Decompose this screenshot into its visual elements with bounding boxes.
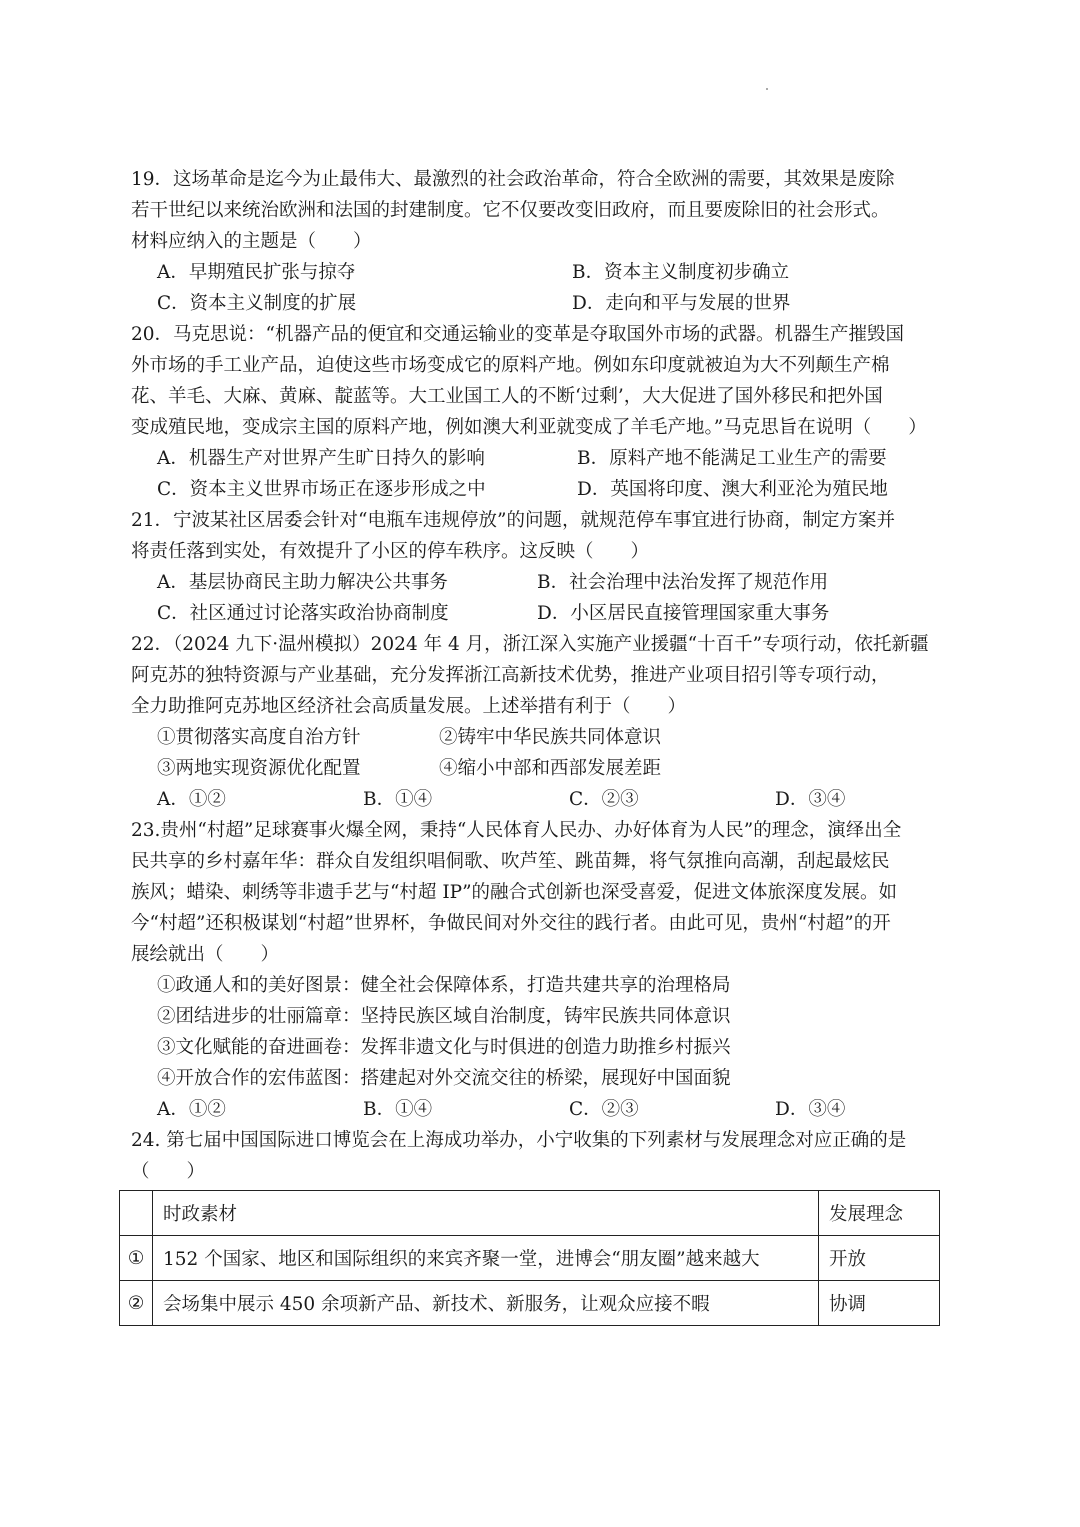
table-header-concept: 发展理念 bbox=[819, 1191, 940, 1236]
question-22-stem-line-2: 阿克苏的独特资源与产业基础，充分发挥浙江高新技术优势，推进产业项目招引等专项行动， bbox=[131, 665, 890, 686]
question-22-option-d[interactable]: D．③④ bbox=[775, 789, 846, 810]
question-22-option-a[interactable]: A．①② bbox=[157, 789, 226, 810]
question-22-statement-3: ③两地实现资源优化配置 bbox=[157, 758, 361, 779]
question-20-options-row-1 bbox=[131, 443, 951, 474]
question-20-stem-line-4: 变成殖民地，变成宗主国的原料产地，例如澳大利亚就变成了羊毛产地。”马克思旨在说明（ ） bbox=[131, 417, 927, 438]
question-22-statements-row-2 bbox=[131, 753, 951, 784]
question-20-option-c[interactable]: C．资本主义世界市场正在逐步形成之中 bbox=[157, 479, 486, 500]
question-23-stem-line-1: 23.贵州“村超”足球赛事火爆全网，秉持“人民体育人民办、办好体育为人民”的理念，演绎出全 bbox=[131, 820, 902, 841]
question-19-stem-line-3: 材料应纳入的主题是（ ） bbox=[131, 231, 372, 252]
question-22-option-c[interactable]: C．②③ bbox=[569, 789, 639, 810]
table-cell-material: 152 个国家、地区和国际组织的来宾齐聚一堂，进博会“朋友圈”越来越大 bbox=[153, 1236, 819, 1281]
question-20-option-b[interactable]: B．原料产地不能满足工业生产的需要 bbox=[577, 448, 887, 469]
question-22-statement-4: ④缩小中部和西部发展差距 bbox=[439, 758, 662, 779]
question-19-stem-line-2: 若干世纪以来统治欧洲和法国的封建制度。它不仅要改变旧政府，而且要废除旧的社会形式。 bbox=[131, 200, 890, 221]
question-20-option-a[interactable]: A．机器生产对世界产生旷日持久的影响 bbox=[157, 448, 485, 469]
question-23-stem-line-3: 族风；蜡染、刺绣等非遗手艺与“村超 IP”的融合式创新也深受喜爱，促进文体旅深度发展。如 bbox=[131, 882, 898, 903]
question-23-stem-line-5: 展绘就出（ ） bbox=[131, 944, 280, 965]
question-19-stem-line-1: 19．这场革命是迄今为止最伟大、最激烈的社会政治革命，符合全欧洲的需要，其效果是废除 bbox=[131, 169, 895, 190]
question-21-option-d[interactable]: D．小区居民直接管理国家重大事务 bbox=[537, 603, 830, 624]
table-header-material: 时政素材 bbox=[153, 1191, 819, 1236]
question-23-stem-line-4: 今“村超”还积极谋划“村超”世界杯，争做民间对外交往的践行者。由此可见，贵州“村超”的开 bbox=[131, 913, 891, 934]
scan-speck bbox=[766, 88, 768, 90]
table-header-index bbox=[120, 1191, 153, 1236]
question-21-options-row-2 bbox=[131, 598, 951, 629]
question-21-option-c[interactable]: C．社区通过讨论落实政治协商制度 bbox=[157, 603, 449, 624]
question-23-option-d[interactable]: D．③④ bbox=[775, 1099, 846, 1120]
question-21-option-a[interactable]: A．基层协商民主助力解决公共事务 bbox=[157, 572, 448, 593]
question-22-option-b[interactable]: B．①④ bbox=[363, 789, 433, 810]
question-22-stem-line-1: 22．（2024 九下·温州模拟）2024 年 4 月，浙江深入实施产业援疆“十百千”专项行动，依托新疆 bbox=[131, 634, 929, 655]
question-23-statement-4: ④开放合作的宏伟蓝图：搭建起对外交流交往的桥梁，展现好中国面貌 bbox=[157, 1068, 731, 1089]
document-page bbox=[131, 164, 951, 1187]
question-19-options-row-2 bbox=[131, 288, 951, 319]
question-21-option-b[interactable]: B．社会治理中法治发挥了规范作用 bbox=[537, 572, 829, 593]
question-21-options-row-1 bbox=[131, 567, 951, 598]
question-22 bbox=[131, 629, 951, 815]
table-row bbox=[120, 1236, 940, 1281]
question-23-options-row bbox=[131, 1094, 951, 1125]
table-cell-index: ① bbox=[120, 1236, 153, 1281]
question-22-stem-line-3: 全力助推阿克苏地区经济社会高质量发展。上述举措有利于（ ） bbox=[131, 696, 687, 717]
question-23-option-a[interactable]: A．①② bbox=[157, 1099, 226, 1120]
question-23-statement-3: ③文化赋能的奋进画卷：发挥非遗文化与时俱进的创造力助推乡村振兴 bbox=[157, 1037, 731, 1058]
question-23-statement-2: ②团结进步的壮丽篇章：坚持民族区域自治制度，铸牢民族共同体意识 bbox=[157, 1006, 731, 1027]
question-21-stem-line-1: 21．宁波某社区居委会针对“电瓶车违规停放”的问题，就规范停车事宜进行协商，制定方案并 bbox=[131, 510, 895, 531]
question-24 bbox=[131, 1125, 951, 1187]
question-20-options-row-2 bbox=[131, 474, 951, 505]
question-23-option-b[interactable]: B．①④ bbox=[363, 1099, 433, 1120]
question-19-option-b[interactable]: B．资本主义制度初步确立 bbox=[572, 262, 790, 283]
table-row bbox=[120, 1281, 940, 1326]
question-22-statement-1: ①贯彻落实高度自治方针 bbox=[157, 727, 361, 748]
question-20-option-d[interactable]: D．英国将印度、澳大利亚沦为殖民地 bbox=[577, 479, 888, 500]
question-19-option-c[interactable]: C．资本主义制度的扩展 bbox=[157, 293, 357, 314]
question-24-stem-line-1: 24. 第七届中国国际进口博览会在上海成功举办，小宁收集的下列素材与发展理念对应正确的是 bbox=[131, 1130, 907, 1151]
question-19-option-a[interactable]: A．早期殖民扩张与掠夺 bbox=[157, 262, 356, 283]
question-23-statement-1: ①政通人和的美好图景：健全社会保障体系，打造共建共享的治理格局 bbox=[157, 975, 731, 996]
question-21 bbox=[131, 505, 951, 629]
question-19-option-d[interactable]: D．走向和平与发展的世界 bbox=[572, 293, 791, 314]
question-24-stem-line-2: （ ） bbox=[131, 1161, 206, 1182]
question-20-stem-line-1: 20．马克思说：“机器产品的便宜和交通运输业的变革是夺取国外市场的武器。机器生产摧毁国 bbox=[131, 324, 905, 345]
question-20-stem-line-3: 花、羊毛、大麻、黄麻、靛蓝等。大工业国工人的不断‘过剩’，大大促进了国外移民和把外国 bbox=[131, 386, 883, 407]
question-19-options-row-1 bbox=[131, 257, 951, 288]
question-19 bbox=[131, 164, 951, 319]
question-20 bbox=[131, 319, 951, 505]
question-24-table bbox=[119, 1190, 940, 1326]
question-22-options-row bbox=[131, 784, 951, 815]
table-cell-concept: 协调 bbox=[819, 1281, 940, 1326]
question-23-stem-line-2: 民共享的乡村嘉年华：群众自发组织唱侗歌、吹芦笙、跳苗舞，将气氛推向高潮，刮起最炫民 bbox=[131, 851, 890, 872]
table-cell-material: 会场集中展示 450 余项新产品、新技术、新服务，让观众应接不暇 bbox=[153, 1281, 819, 1326]
table-header-row bbox=[120, 1191, 940, 1236]
question-22-statement-2: ②铸牢中华民族共同体意识 bbox=[439, 727, 662, 748]
table-cell-index: ② bbox=[120, 1281, 153, 1326]
question-22-statements-row-1 bbox=[131, 722, 951, 753]
question-23 bbox=[131, 815, 951, 1125]
question-21-stem-line-2: 将责任落到实处，有效提升了小区的停车秩序。这反映（ ） bbox=[131, 541, 650, 562]
question-23-option-c[interactable]: C．②③ bbox=[569, 1099, 639, 1120]
question-20-stem-line-2: 外市场的手工业产品，迫使这些市场变成它的原料产地。例如东印度就被迫为大不列颠生产棉 bbox=[131, 355, 890, 376]
table-cell-concept: 开放 bbox=[819, 1236, 940, 1281]
